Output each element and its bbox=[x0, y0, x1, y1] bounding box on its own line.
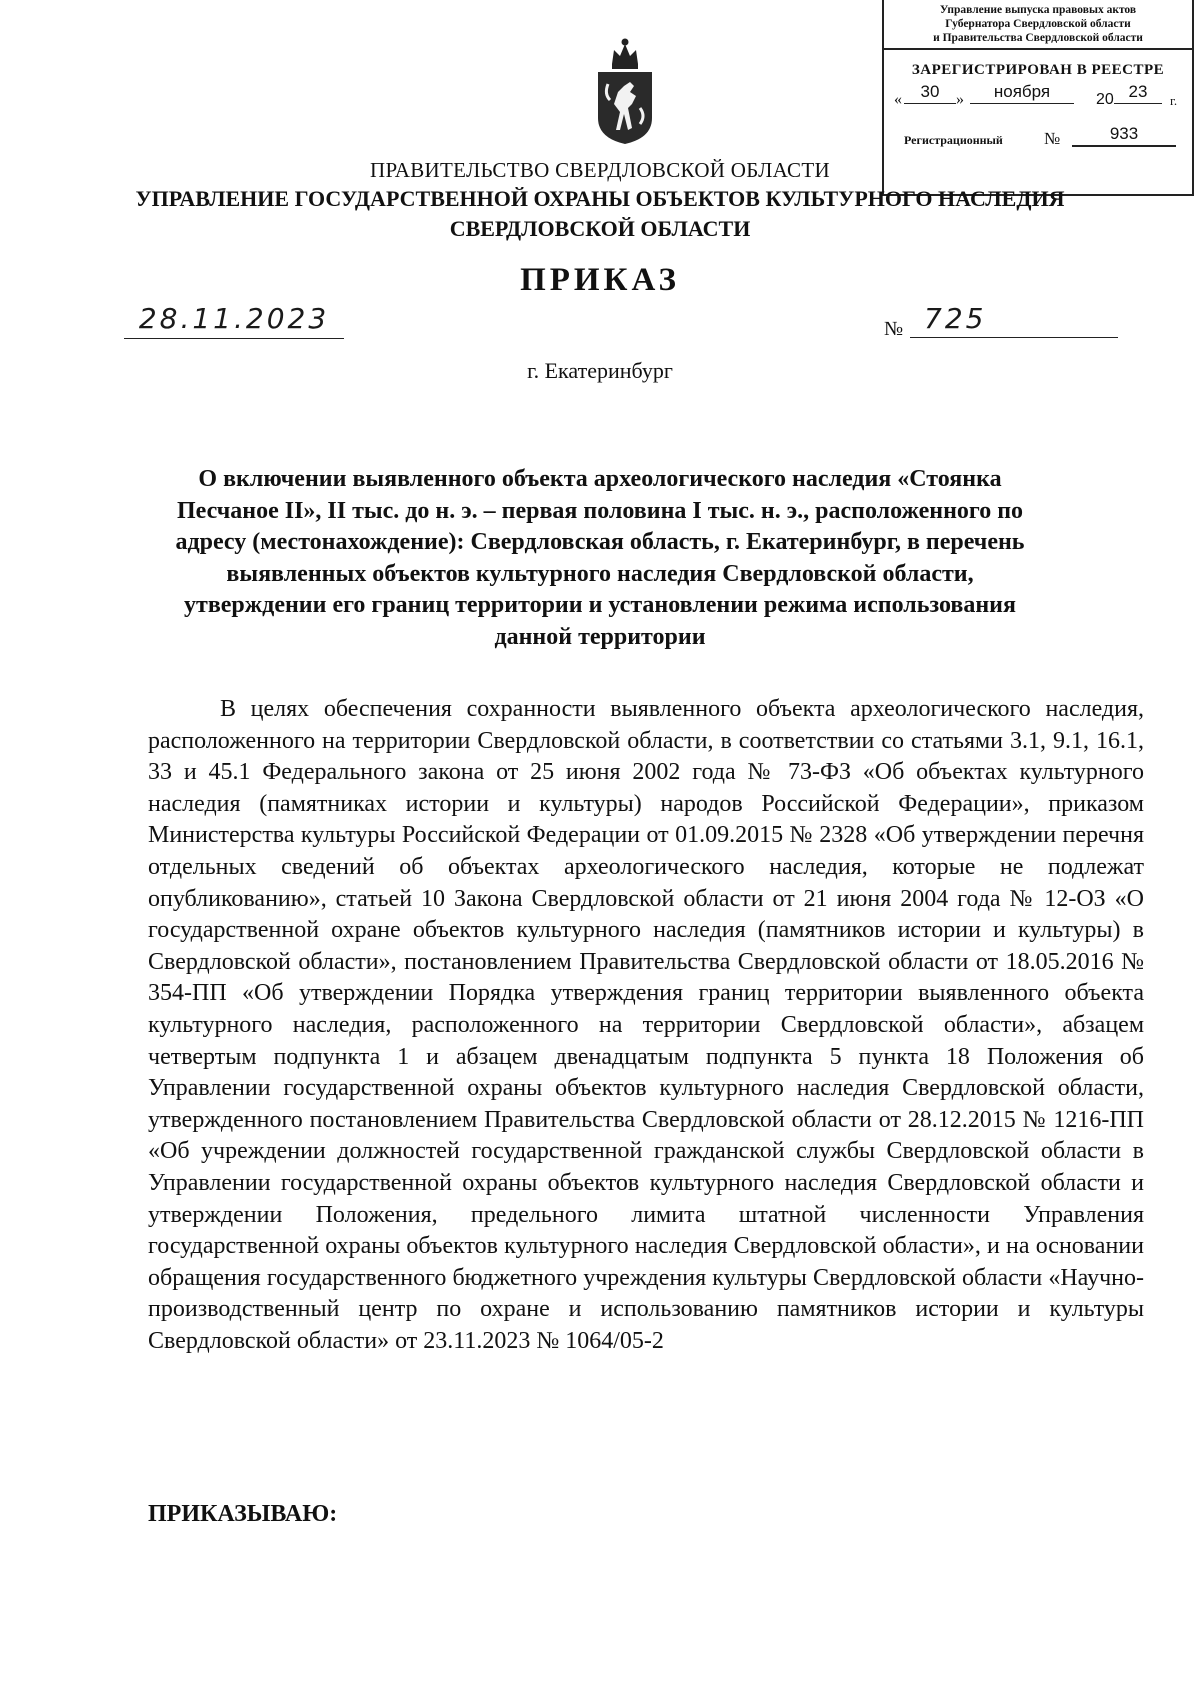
order-date: 28.11.2023 bbox=[124, 302, 344, 339]
stamp-date bbox=[884, 79, 1192, 115]
order-word: ПРИКАЗЫВАЮ: bbox=[148, 1501, 338, 1527]
department-name-line1: УПРАВЛЕНИЕ ГОСУДАРСТВЕННОЙ ОХРАНЫ ОБЪЕКТОВ КУЛЬТУРНОГО НАСЛЕДИЯ bbox=[135, 186, 1065, 211]
stamp-year-suffix: 23 bbox=[1114, 83, 1162, 104]
stamp-close-quote: » bbox=[956, 91, 964, 108]
stamp-reg-number: 933 bbox=[1072, 125, 1176, 147]
stamp-registration bbox=[884, 115, 1192, 155]
stamp-month: ноября bbox=[970, 83, 1074, 104]
stamp-reg-label: Регистрационный bbox=[904, 133, 1003, 147]
body-paragraph: В целях обеспечения сохранности выявленного объекта археологического наследия, расположенного на территории Свердловской области, в соответствии со статьями 3.1, 9.1, 16.1, 33 и 45.1 Федерального закона от 25 июня 2002 года № 73-ФЗ «Об объектах культурного наследия (памятниках истории и культуры) народов Российской Федерации», приказом Министерства культуры Российской Федерации от 01.09.2015 № 2328 «Об утверждении перечня отдельных сведений об объектах археологического наследия, которые не подлежат опубликованию», статьей 10 Закона Свердловской области от 21 июня 2004 года № 12-ОЗ «О государственной охране объектов культурного наследия (памятников истории и культуры) в Свердловской области», постановлением Правительства Свердловской области от 18.05.2016 № 354-ПП «Об утверждении Порядка утверждения границ территории выявленного объекта культурного наследия, расположенного на территории Свердловской области», абзацем четвертым подпункта 1 и абзацем двенадцатым подпункта 5 пункта 18 Положения об Управлении государственной охраны объектов культурного наследия Свердловской области, утвержденного постановлением Правительства Свердловской области от 28.12.2015 № 1216-ПП «Об учреждении должностей государственной гражданской службы Свердловской области в Управлении государственной охраны объектов культурного наследия Свердловской области и утверждении Положения, предельного лимита штатной численности Управления государственной охраны объектов культурного наследия Свердловской области», и на основании обращения государственного бюджетного учреждения культуры Свердловской области «Научно-производственный центр по охране и использованию памятников истории и культуры Свердловской области» от 23.11.2023 № 1064/05-2 bbox=[148, 696, 1144, 1354]
government-name: ПРАВИТЕЛЬСТВО СВЕРДЛОВСКОЙ ОБЛАСТИ bbox=[370, 158, 830, 182]
stamp-header-line: Управление выпуска правовых актов bbox=[939, 4, 1137, 16]
document-type: ПРИКАЗ bbox=[520, 262, 680, 298]
coat-of-arms-sverdlovsk-icon bbox=[590, 34, 660, 146]
stamp-day: 30 bbox=[904, 83, 956, 104]
order-number: 725 bbox=[910, 302, 1118, 338]
order-number-label: № bbox=[884, 318, 904, 340]
stamp-header bbox=[884, 0, 1192, 50]
stamp-registered-label: ЗАРЕГИСТРИРОВАН В РЕЕСТРЕ bbox=[911, 62, 1165, 78]
stamp-header-line: Губернатора Свердловской области bbox=[945, 18, 1131, 30]
stamp-open-quote: « bbox=[894, 91, 902, 108]
stamp-number-sign: № bbox=[1044, 129, 1061, 148]
department-name-line2: СВЕРДЛОВСКОЙ ОБЛАСТИ bbox=[449, 216, 751, 241]
stamp-year-unit: г. bbox=[1170, 93, 1178, 108]
stamp-year-prefix: 20 bbox=[1096, 91, 1114, 108]
document-title: О включении выявленного объекта археологического наследия «Стоянка Песчаное II», II тыс. до н. э. – первая половина I тыс. н. э., расположенного по адресу (местонахождение): Свердловская область, г. Екатеринбург, в перечень выявленных объектов культурного наследия Свердловской области, утверждении его границ территории и установлении режима использования данной территории bbox=[175, 466, 1025, 650]
stamp-header-line: и Правительства Свердловской области bbox=[933, 32, 1143, 44]
city: г. Екатеринбург bbox=[527, 358, 673, 383]
